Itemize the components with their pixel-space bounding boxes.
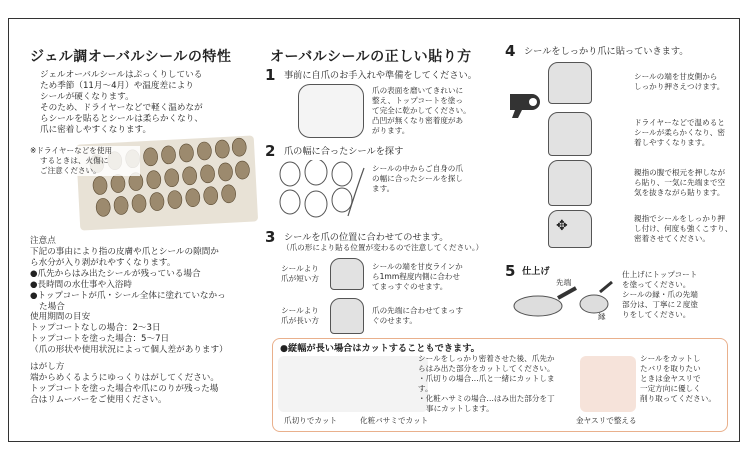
caution-note: ※ドライヤーなどを使用 するときは、火傷に ご注意ください。	[30, 146, 140, 176]
step1-title: 事前に自爪のお手入れや準備をしてください。	[284, 70, 477, 81]
scissors-illustration	[348, 356, 428, 412]
short-nail-illustration	[330, 258, 364, 290]
step4b-desc: ドライヤーなどで温めると シールが柔らかくなり、密 着しやすくなります。	[634, 118, 725, 147]
step4c-illustration	[548, 160, 592, 206]
step3-number: 3	[265, 228, 276, 246]
long-nail-label: シールより 爪が長い方	[281, 306, 319, 325]
step1-number: 1	[265, 66, 276, 84]
label-scissors: 化粧バサミでカット	[360, 416, 429, 425]
step1-desc: 爪の表面を磨いてきれいに 整え、トップコートを塗っ て完全に乾かしてください。 凸凹が無くなり密着度があ がります。	[372, 86, 471, 135]
step4b-illustration	[548, 112, 592, 156]
middle-title: オーバルシールの正しい貼り方	[270, 49, 472, 65]
tip-label: 先端	[556, 278, 572, 287]
note-desc: シールをしっかり密着させた後、爪先か らはみ出た部分をカットしてください。 ・爪切りの場合…爪と一緒にカットします。 ・化粧ハサミの場合…はみ出た部分を丁 事にカットします。	[418, 354, 555, 413]
finish-desc: 仕上げにトップコート を塗ってください。 シールの縁・爪の先端 部分は、丁寧に２度塗 りをしてください。	[622, 270, 698, 319]
period-section: 使用期間の目安 トップコートなしの場合：2～3日 トップコートを塗った場合：5～7日 （爪の形状や使用状況によって個人差があります）	[30, 312, 228, 355]
step5-number: 5	[505, 262, 516, 280]
step4a-desc: シールの端を甘皮側から しっかり押さえつけます。	[634, 72, 725, 91]
short-nail-label: シールより 爪が短い方	[281, 264, 319, 283]
intro-text: ジェルオーバルシールはぷっくりしている ため季節（11月～4月）や温度差により シールが硬くなります。 そのため、ドライヤーなどで軽く温めなが らシールを貼るとシールは柔らかくなり、 爪に密着しやすくなります。	[40, 70, 203, 135]
note-title: ●縦幅が長い場合はカットすることもできます。	[280, 343, 480, 354]
hair-dryer-icon	[506, 88, 546, 120]
step4-title: シールをしっかり爪に貼っていきます。	[524, 46, 689, 57]
attention-section: 注意点 下記の事由により指の皮膚や爪とシールの隙間か ら水分が入り剥がれやすくなります。 ●爪先からはみ出たシールが残っている場合 ●長時間の水仕事や入浴時 ●トップコートが爪・シール全体に塗れていなかっ た場合	[30, 236, 226, 312]
label-file: 金ヤスリで整える	[576, 416, 637, 425]
step4d-desc: 親指でシールをしっかり押 し付け、何度も強くこすり、 密着させてください。	[634, 214, 733, 243]
edge-label: 縁	[598, 312, 606, 321]
long-nail-desc: 爪の先端に合わせてまっす ぐのせます。	[372, 306, 464, 325]
step2-title: 爪の幅に合ったシールを探す	[284, 146, 404, 157]
step3-subtitle: （爪の形により貼る位置が変わるので注意してください。）	[282, 243, 484, 252]
step5-title: 仕上げ	[522, 266, 550, 277]
step2-sticker-illustration	[276, 160, 366, 220]
step4c-desc: 親指の腹で根元を押しなが ら貼り、一気に先端まで空 気を抜きながら貼ります。	[634, 168, 726, 197]
step2-desc: シールの中からご自身の爪 の幅に合ったシールを探し ます。	[372, 164, 463, 193]
short-nail-desc: シールの端を甘皮ラインか ら1mm程度内側に合わせ てまっすぐのせます。	[372, 262, 463, 291]
left-title: ジェル調オーバルシールの特性	[30, 49, 232, 65]
step4d-illustration	[548, 210, 592, 248]
step4a-illustration	[548, 62, 592, 104]
file-illustration	[580, 356, 636, 412]
label-nail-clipper: 爪切りでカット	[284, 416, 338, 425]
step1-nail-illustration	[298, 84, 364, 138]
removal-section: はがし方 端からめくるようにゆっくりはがしてください。 トップコートを塗った場合や爪にのりが残った場 合はリムーバーをご使用ください。	[30, 362, 219, 405]
note-right-desc: シールをカットし たバリを取りたい ときは金ヤスリで 一定方向に優しく 削り取ってください。	[640, 354, 716, 403]
long-nail-illustration	[330, 298, 364, 334]
move-arrows-icon: ✥	[556, 218, 568, 234]
step2-number: 2	[265, 142, 276, 160]
step4-number: 4	[505, 42, 516, 60]
step3-title: シールを爪の位置に合わせてのせます。	[284, 232, 449, 243]
